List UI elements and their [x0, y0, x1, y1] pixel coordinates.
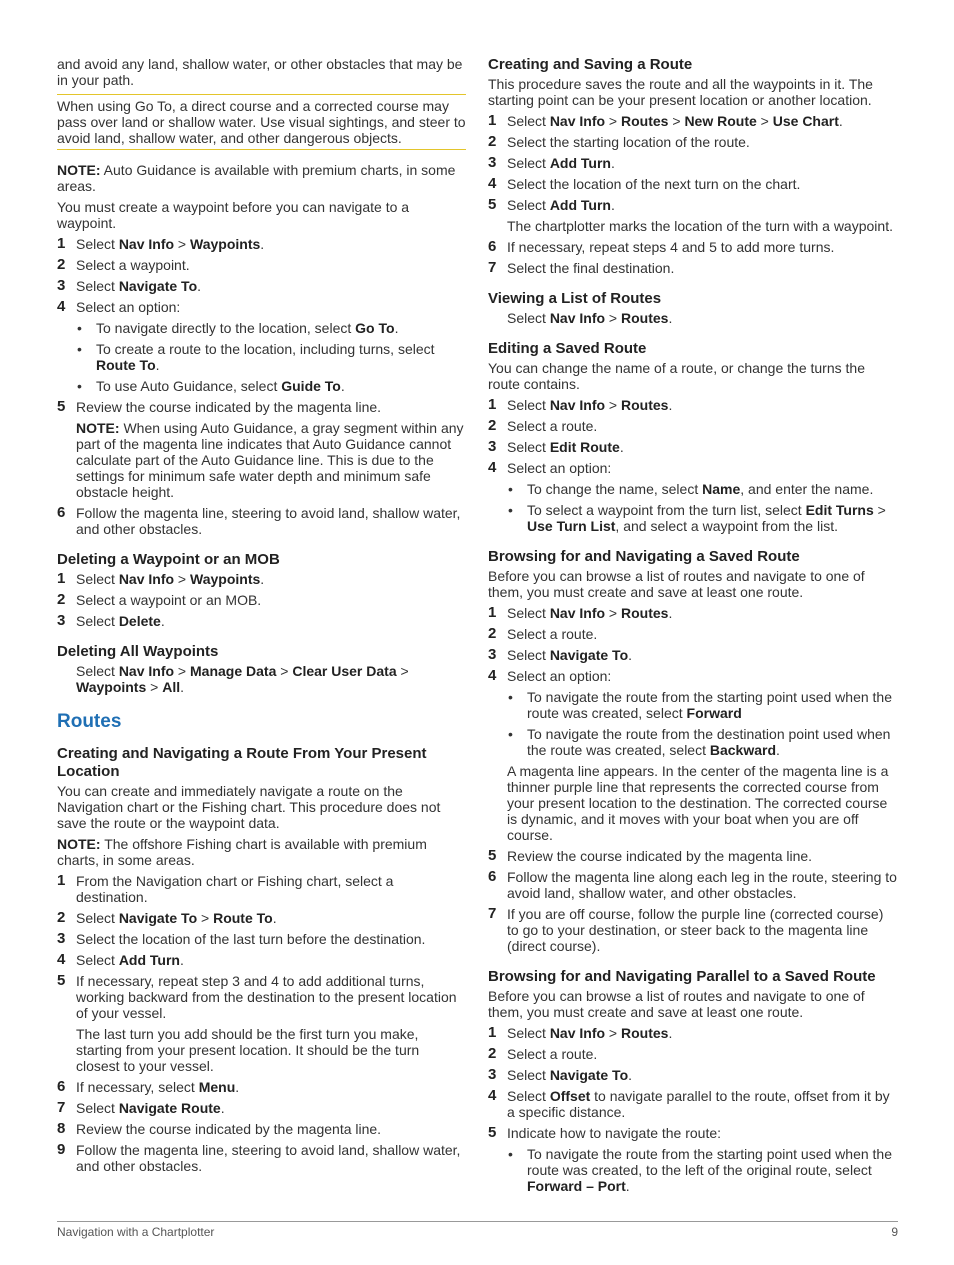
step: 8 Review the course indicated by the magenta line. — [57, 1120, 382, 1137]
section-heading: Browsing for and Navigating Parallel to a Saved Route — [488, 968, 876, 985]
section-heading: Editing a Saved Route — [488, 340, 647, 357]
step: 1 Select Nav Info > Routes. — [488, 396, 673, 413]
bullet: • To navigate the route from the starting point used when the route was created, select Forward — [508, 689, 893, 721]
step: 3 Select Delete. — [57, 612, 165, 629]
step: 1 Select Nav Info > Waypoints. — [57, 235, 265, 252]
section-heading: Deleting a Waypoint or an MOB — [57, 551, 280, 568]
page-number: 9 — [891, 1225, 898, 1239]
step: 5 Indicate how to navigate the route: — [488, 1124, 722, 1141]
instruction: Select Nav Info > Routes. — [507, 310, 673, 326]
step: 2 Select a waypoint or an MOB. — [57, 591, 262, 608]
step: 5 If necessary, repeat step 3 and 4 to add additional turns, working backward from the destination to the present location of your vessel. The last turn you add should be the first turn you make, starting from your present location. It should be the turn closest to your vessel. — [57, 972, 457, 1074]
step: 2 Select a waypoint. — [57, 256, 190, 273]
step: 2 Select a route. — [488, 1045, 598, 1062]
section-intro: Before you can browse a list of routes and navigate to one of them, you must create and save at least one route. — [488, 988, 865, 1020]
step: 1 Select Nav Info > Routes > New Route > Use Chart. — [488, 112, 843, 129]
bullet: • To use Auto Guidance, select Guide To. — [77, 378, 345, 394]
step: 6 If necessary, repeat steps 4 and 5 to add more turns. — [488, 238, 835, 255]
section-heading: Browsing for and Navigating a Saved Route — [488, 548, 800, 565]
footer-section-title: Navigation with a Chartplotter — [57, 1225, 215, 1239]
intro-text: and avoid any land, shallow water, or other obstacles that may be in your path. — [57, 56, 463, 88]
step: 2 Select the starting location of the route. — [488, 133, 750, 150]
section-intro: This procedure saves the route and all the waypoints in it. The starting point can be your present location or another location. — [488, 76, 873, 108]
step: 4 Select Offset to navigate parallel to the route, offset from it by a specific distance. — [488, 1087, 890, 1120]
right-column — [488, 56, 898, 1199]
step: 3 Select Navigate To. — [488, 646, 633, 663]
page-footer — [57, 1221, 898, 1239]
step: 1 From the Navigation chart or Fishing chart, select a destination. — [57, 872, 394, 905]
bullet: • To change the name, select Name, and enter the name. — [508, 481, 874, 497]
step: 3 Select Edit Route. — [488, 438, 624, 455]
section-intro: Before you can browse a list of routes and navigate to one of them, you must create and save at least one route. — [488, 568, 865, 600]
step: 1 Select Nav Info > Waypoints. — [57, 570, 265, 587]
bullet: • To navigate the route from the starting point used when the route was created, to the left of the original route, select Forward – Port. — [508, 1146, 893, 1194]
step: 4 Select Add Turn. — [57, 951, 184, 968]
step: 1 Select Nav Info > Routes. — [488, 1024, 673, 1041]
section-heading: Creating and Navigating a Route From Your Present Location — [57, 745, 427, 780]
waypoint-requirement: You must create a waypoint before you can navigate to a waypoint. — [57, 199, 410, 231]
step: 7 Select Navigate Route. — [57, 1099, 225, 1116]
section-intro: You can change the name of a route, or change the turns the route contains. — [488, 360, 865, 392]
step: 6 If necessary, select Menu. — [57, 1078, 240, 1095]
section-heading: Viewing a List of Routes — [488, 290, 662, 307]
step: 3 Select Navigate To. — [57, 277, 202, 294]
step: 7 Select the final destination. — [488, 259, 675, 276]
section-heading: Creating and Saving a Route — [488, 56, 693, 73]
step: 5 Select Add Turn. The chartplotter marks the location of the turn with a waypoint. — [488, 196, 893, 234]
note-auto-guidance: NOTE: Auto Guidance is available with premium charts, in some areas. — [57, 162, 456, 194]
step: 4 Select an option: — [488, 667, 612, 684]
instruction: Select Nav Info > Manage Data > Clear User Data > Waypoints > All. — [76, 663, 409, 695]
step: 7 If you are off course, follow the purple line (corrected course) to go to your destination, or steer back to the magenta line (direct course). — [488, 905, 884, 954]
section-intro: You can create and immediately navigate a route on the Navigation chart or the Fishing chart. This procedure does not save the route or the waypoint data. — [57, 783, 441, 831]
step: 4 Select the location of the next turn on the chart. — [488, 175, 801, 192]
bullet: • To select a waypoint from the turn list, select Edit Turns > Use Turn List, and select a waypoint from the list. — [508, 502, 886, 534]
step: 9 Follow the magenta line, steering to avoid land, shallow water, and other obstacles. — [57, 1141, 461, 1174]
step: 3 Select the location of the last turn before the destination. — [57, 930, 426, 947]
magenta-line-description: A magenta line appears. In the center of the magenta line is a thinner purple line that represents the corrected course from your present location to the destination. The corrected course is dynamic, and it moves with your boat when you are off course. — [507, 763, 889, 843]
step: 3 Select Add Turn. — [488, 154, 615, 171]
step: 2 Select a route. — [488, 625, 598, 642]
step: 4 Select an option: — [57, 298, 181, 315]
section-heading: Deleting All Waypoints — [57, 643, 219, 660]
step: 2 Select a route. — [488, 417, 598, 434]
caution-callout: When using Go To, a direct course and a corrected course may pass over land or shallow water. Use visual sightings, and steer to avoid land, shallow water, and other dangerous objects. — [57, 94, 466, 150]
note-fishing-chart: NOTE: The offshore Fishing chart is available with premium charts, in some areas. — [57, 836, 427, 868]
step: 5 Review the course indicated by the magenta line. NOTE: When using Auto Guidance, a gray segment within any part of the magenta line indicates that Auto Guidance cannot calculate part of the Auto Guidance line. This is due to the settings for minimum safe water depth and minimum safe obstacle height. — [57, 398, 464, 500]
bullet: • To navigate directly to the location, select Go To. — [77, 320, 399, 336]
bullet: • To create a route to the location, including turns, select Route To. — [77, 341, 435, 373]
step: 6 Follow the magenta line along each leg in the route, steering to avoid land, shallow water, and other obstacles. — [488, 868, 897, 901]
chapter-heading: Routes — [57, 711, 122, 732]
bullet: • To navigate the route from the destination point used when the route was created, select Backward. — [508, 726, 891, 758]
step: 1 Select Nav Info > Routes. — [488, 604, 673, 621]
step: 4 Select an option: — [488, 459, 612, 476]
step: 6 Follow the magenta line, steering to avoid land, shallow water, and other obstacles. — [57, 504, 461, 537]
left-column — [57, 56, 466, 1179]
step: 3 Select Navigate To. — [488, 1066, 633, 1083]
step: 2 Select Navigate To > Route To. — [57, 909, 277, 926]
step: 5 Review the course indicated by the magenta line. — [488, 847, 813, 864]
